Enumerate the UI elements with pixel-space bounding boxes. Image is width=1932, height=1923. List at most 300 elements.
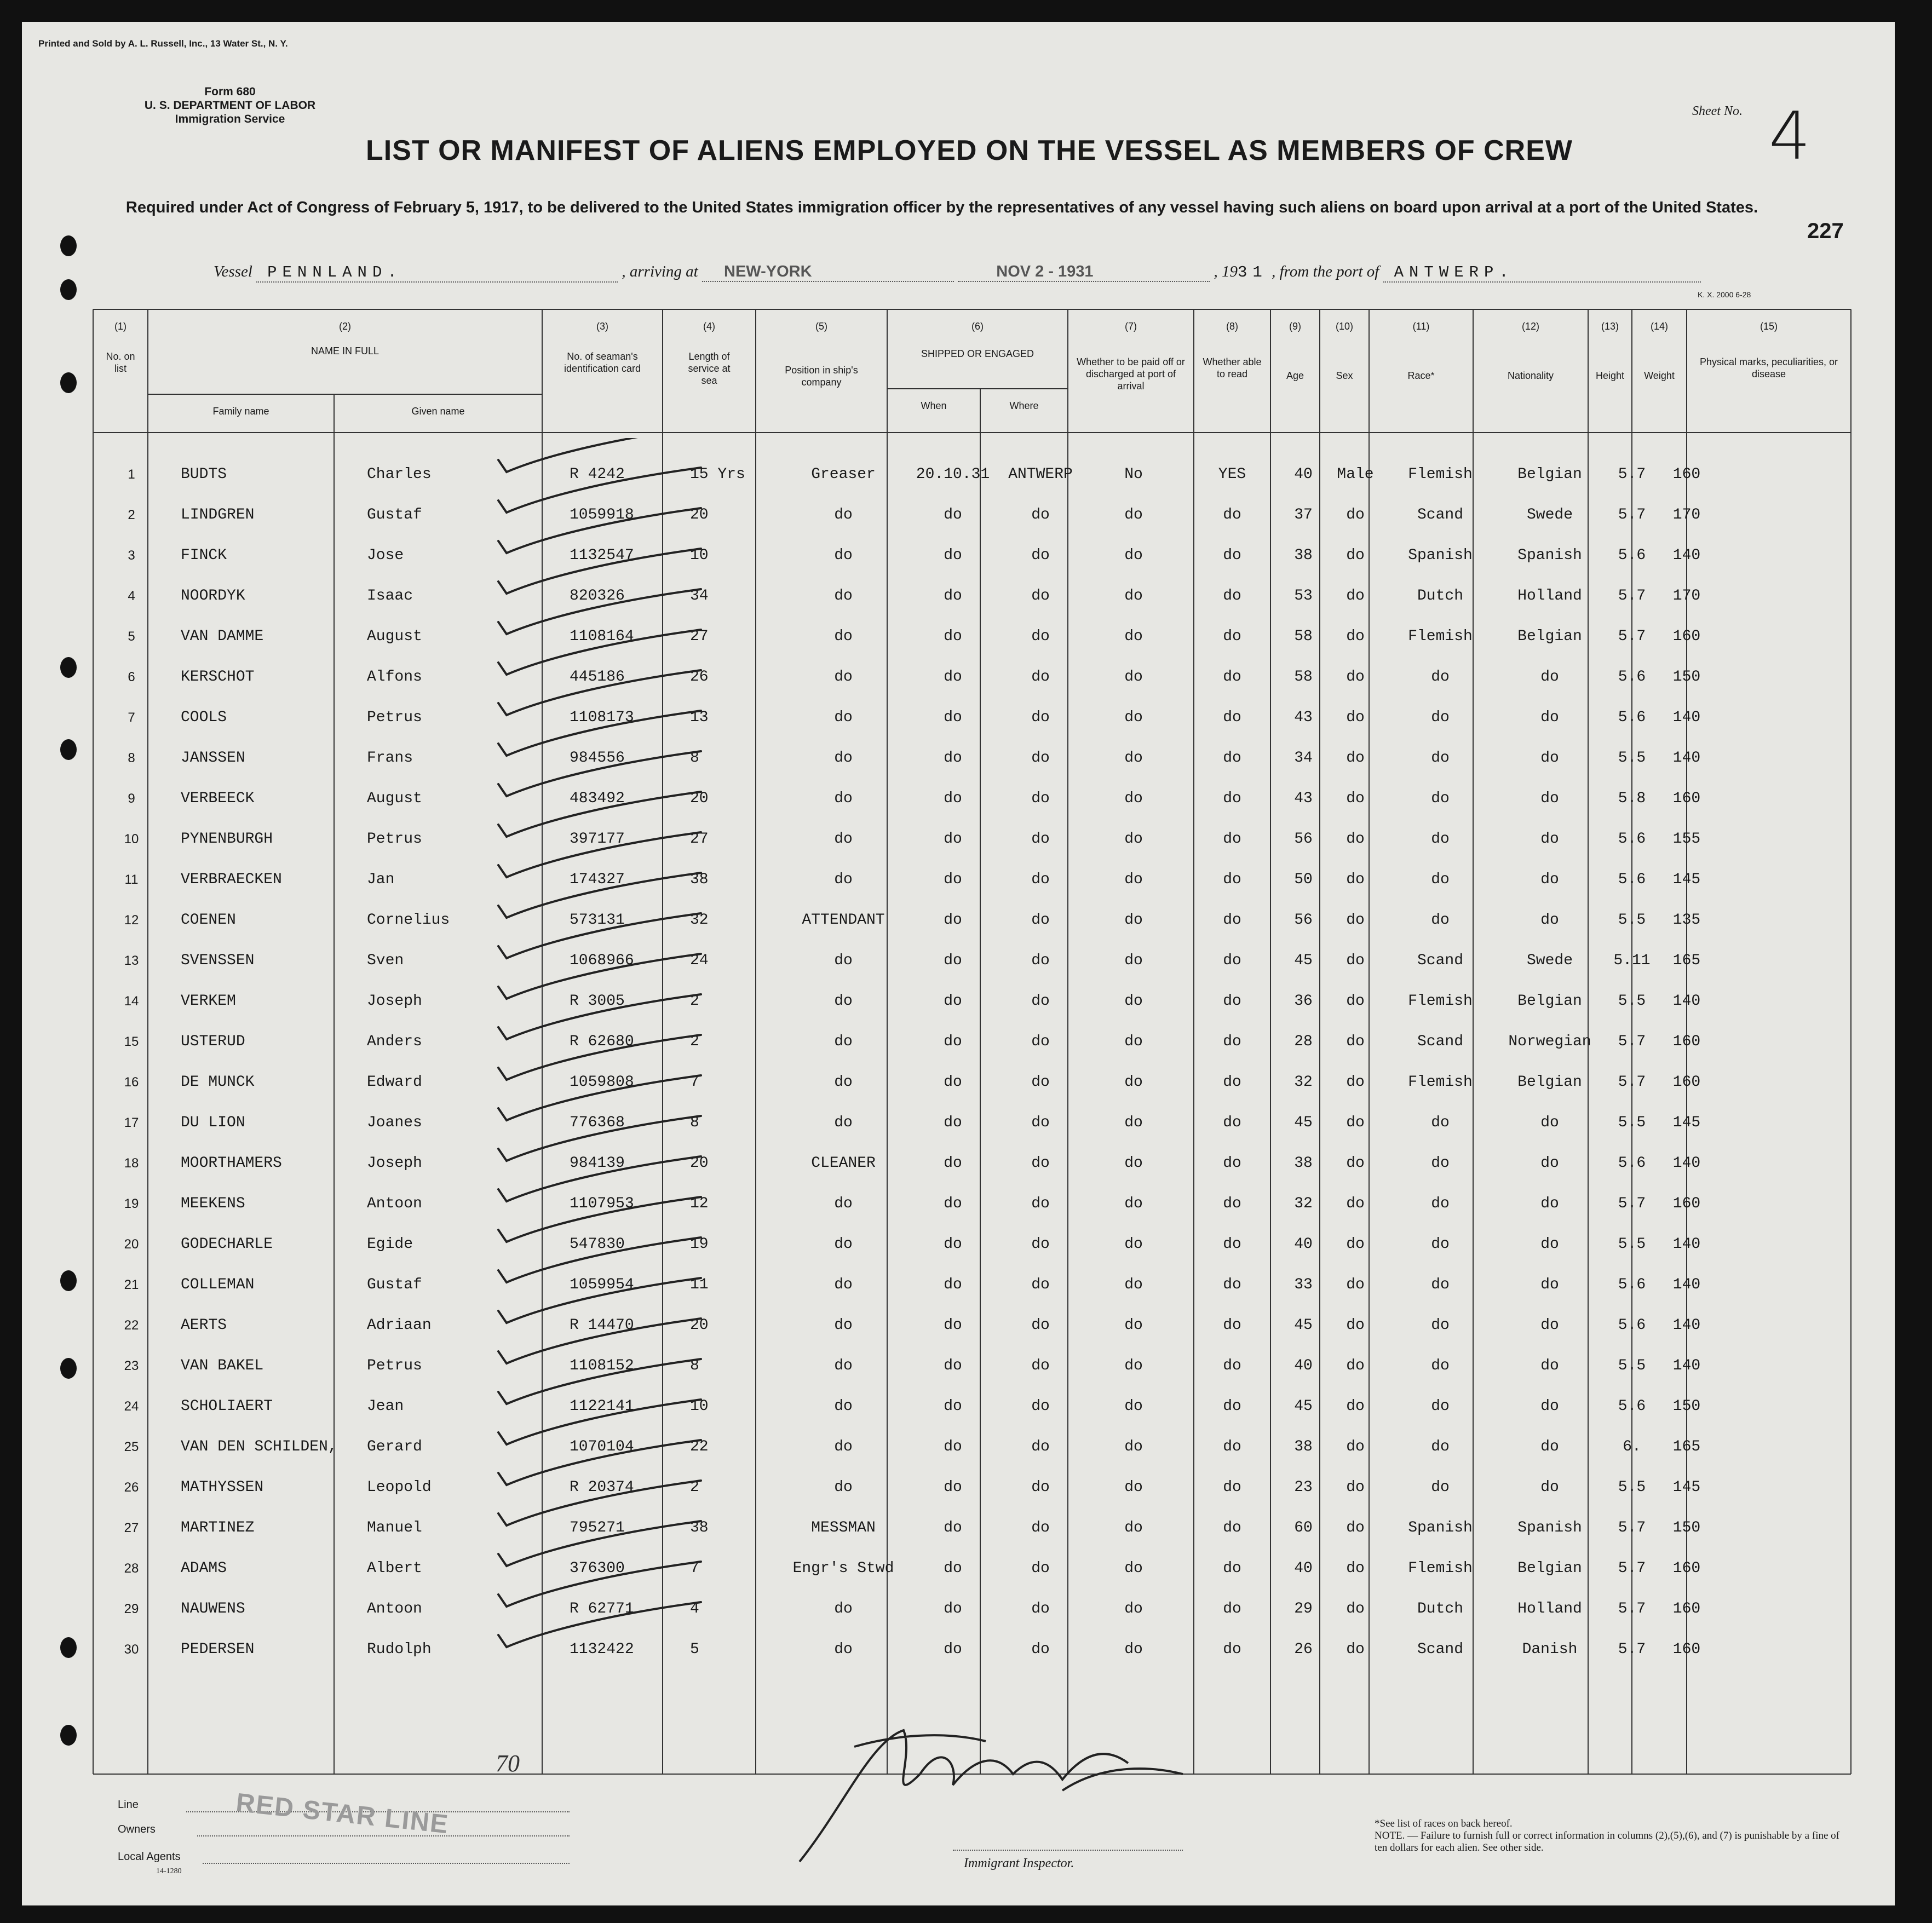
race: Dutch [1417, 1600, 1463, 1617]
nationality: Swede [1526, 952, 1573, 969]
printer-line: Printed and Sold by A. L. Russell, Inc., 13 Water St., N. Y. [38, 38, 288, 49]
weight: 150 [1672, 1519, 1701, 1536]
age: 45 [1294, 1317, 1313, 1334]
shipped-when: do [944, 1438, 962, 1455]
able-to-read: do [1223, 628, 1241, 645]
race: do [1431, 750, 1450, 767]
sex: do [1346, 709, 1365, 726]
owners-underline [197, 1835, 570, 1836]
height: 5.5 [1618, 750, 1646, 767]
weight: 165 [1672, 1438, 1701, 1455]
shipped-where: do [1031, 709, 1050, 726]
given-name: Charles [367, 466, 432, 483]
family-name: COENEN [181, 912, 236, 929]
able-to-read: do [1223, 1357, 1241, 1374]
shipped-where: do [1031, 1033, 1050, 1050]
nationality: do [1540, 1357, 1559, 1374]
list-number: 15 [124, 1034, 139, 1049]
sex: do [1346, 1276, 1365, 1293]
punch-hole [60, 372, 77, 393]
height: 5.6 [1618, 1317, 1646, 1334]
paid-off: do [1124, 1519, 1143, 1536]
position: Greaser [811, 466, 876, 483]
table-row [22, 1224, 1895, 1265]
nationality: Danish [1522, 1641, 1578, 1658]
nationality: do [1540, 1155, 1559, 1172]
shipped-where: do [1031, 669, 1050, 686]
position: do [834, 750, 853, 767]
age: 32 [1294, 1195, 1313, 1212]
shipped-when: do [944, 709, 962, 726]
position: CLEANER [811, 1155, 876, 1172]
sex: do [1346, 912, 1365, 929]
race: Spanish [1408, 547, 1473, 564]
form-code-kx: K. X. 2000 6-28 [1698, 290, 1751, 299]
col-num-3: (3) [596, 321, 608, 332]
nationality: do [1540, 1195, 1559, 1212]
family-name: VERBRAECKEN [181, 871, 282, 888]
id-card-number: 573131 [570, 912, 625, 929]
paid-off: do [1124, 750, 1143, 767]
sheet-number-label: Sheet No. [1692, 104, 1743, 118]
punch-hole [60, 1725, 77, 1746]
table-row [22, 1630, 1895, 1670]
age: 60 [1294, 1519, 1313, 1536]
col-head-name: NAME IN FULL [311, 346, 380, 356]
given-name: Jose [367, 547, 404, 564]
shipped-when: 20.10.31 [916, 466, 990, 483]
sex: do [1346, 1641, 1365, 1658]
family-name: LINDGREN [181, 506, 255, 523]
sex: do [1346, 1560, 1365, 1577]
form-number: Form 680 [204, 85, 256, 98]
list-number: 19 [124, 1196, 139, 1211]
col-num-12: (12) [1521, 321, 1539, 332]
able-to-read: do [1223, 1438, 1241, 1455]
family-name: SCHOLIAERT [181, 1398, 273, 1415]
from-label: , from the port of [1272, 263, 1379, 280]
paid-off: do [1124, 1236, 1143, 1253]
shipped-where: do [1031, 952, 1050, 969]
weight: 160 [1672, 1641, 1701, 1658]
paid-off: do [1124, 1600, 1143, 1617]
race: Scand [1417, 506, 1463, 523]
nationality: Spanish [1517, 547, 1582, 564]
able-to-read: do [1223, 709, 1241, 726]
id-card-number: 1107953 [570, 1195, 634, 1212]
given-name: Sven [367, 952, 404, 969]
pencil-check-mark [498, 873, 701, 918]
age: 56 [1294, 912, 1313, 929]
given-name: Jan [367, 871, 395, 888]
sex: do [1346, 628, 1365, 645]
race: do [1431, 1317, 1450, 1334]
sex: do [1346, 1074, 1365, 1091]
table-row [22, 1305, 1895, 1346]
pencil-check-mark [498, 1156, 701, 1201]
pencil-check-mark [498, 670, 701, 715]
sex: do [1346, 871, 1365, 888]
age: 40 [1294, 1357, 1313, 1374]
paid-off: do [1124, 669, 1143, 686]
shipped-where: do [1031, 1195, 1050, 1212]
requirement-text: Required under Act of Congress of February 5, 1917, to be delivered to the United States immigration officer by the representatives of any vessel having such aliens on board upon arrival at a port of the United States. [125, 199, 1758, 216]
weight: 160 [1672, 628, 1701, 645]
position: do [834, 506, 853, 523]
age: 50 [1294, 871, 1313, 888]
family-name: JANSSEN [181, 750, 245, 767]
shipped-when: do [944, 628, 962, 645]
position: do [834, 1114, 853, 1131]
given-name: Gustaf [367, 506, 422, 523]
weight: 140 [1672, 709, 1701, 726]
list-number: 18 [124, 1156, 139, 1171]
given-name: Antoon [367, 1195, 422, 1212]
col-num-9: (9) [1289, 321, 1301, 332]
vessel-name: PENNLAND. [267, 263, 403, 281]
age: 23 [1294, 1479, 1313, 1496]
table-row [22, 536, 1895, 576]
sex: Male [1337, 466, 1374, 483]
list-number: 13 [124, 953, 139, 968]
id-card-number: R 20374 [570, 1479, 634, 1496]
pencil-check-mark [498, 1359, 701, 1404]
id-card-number: 984556 [570, 750, 625, 767]
shipped-where: do [1031, 506, 1050, 523]
pencil-check-mark [498, 913, 701, 958]
height: 5.8 [1618, 790, 1646, 807]
weight: 160 [1672, 466, 1701, 483]
given-name: Adriaan [367, 1317, 432, 1334]
able-to-read: do [1223, 1519, 1241, 1536]
race: Scand [1417, 1641, 1463, 1658]
nationality: Holland [1517, 1600, 1582, 1617]
family-name: VERBEECK [181, 790, 255, 807]
age: 38 [1294, 1438, 1313, 1455]
id-card-number: 1070104 [570, 1438, 634, 1455]
shipped-when: do [944, 1357, 962, 1374]
shipped-where: do [1031, 1560, 1050, 1577]
family-name: NAUWENS [181, 1600, 245, 1617]
col-num-14: (14) [1650, 321, 1668, 332]
sex: do [1346, 669, 1365, 686]
shipped-where: do [1031, 871, 1050, 888]
shipped-where: do [1031, 1519, 1050, 1536]
service-length: 20 [690, 1155, 709, 1172]
position: do [834, 871, 853, 888]
family-name: ADAMS [181, 1560, 227, 1577]
given-name: August [367, 790, 422, 807]
able-to-read: do [1223, 1560, 1241, 1577]
inspector-signature [778, 1697, 1194, 1873]
position: do [834, 952, 853, 969]
sex: do [1346, 1519, 1365, 1536]
paid-off: do [1124, 1114, 1143, 1131]
paid-off: do [1124, 952, 1143, 969]
family-name: BUDTS [181, 466, 227, 483]
shipped-where: do [1031, 1479, 1050, 1496]
pencil-check-mark [498, 711, 701, 756]
position: do [834, 831, 853, 848]
shipped-where: do [1031, 1276, 1050, 1293]
list-number: 14 [124, 994, 139, 1009]
height: 5.5 [1618, 1479, 1646, 1496]
able-to-read: YES [1218, 466, 1246, 483]
weight: 155 [1672, 831, 1701, 848]
height: 5.5 [1618, 1236, 1646, 1253]
height: 5.7 [1618, 1033, 1646, 1050]
table-row [22, 1508, 1895, 1548]
height: 5.7 [1618, 628, 1646, 645]
shipped-when: do [944, 1236, 962, 1253]
inspector-underline [953, 1850, 1183, 1851]
list-number: 7 [128, 710, 135, 725]
department: U. S. DEPARTMENT OF LABOR [144, 99, 316, 112]
shipped-when: do [944, 1560, 962, 1577]
col-head-given: Given name [411, 406, 465, 417]
sex: do [1346, 993, 1365, 1010]
list-number: 16 [124, 1075, 139, 1090]
pencil-check-mark [498, 549, 701, 594]
list-number: 9 [128, 791, 135, 806]
sex: do [1346, 1479, 1365, 1496]
list-number: 10 [124, 832, 139, 847]
id-card-number: 445186 [570, 669, 625, 686]
position: do [834, 1033, 853, 1050]
position: do [834, 1438, 853, 1455]
paid-off: do [1124, 1357, 1143, 1374]
nationality: do [1540, 1236, 1559, 1253]
col-head-shipped: SHIPPED OR ENGAGED [921, 348, 1034, 359]
id-card-number: 795271 [570, 1519, 625, 1536]
shipped-when: do [944, 1114, 962, 1131]
table-row [22, 617, 1895, 657]
nationality: Belgian [1517, 1074, 1582, 1091]
pencil-check-mark [498, 589, 701, 634]
given-name: Petrus [367, 709, 422, 726]
col-head-nationality: Nationality [1507, 370, 1554, 381]
table-row [22, 860, 1895, 900]
service-length: 10 [690, 1398, 709, 1415]
paid-off: do [1124, 831, 1143, 848]
family-name: KERSCHOT [181, 669, 255, 686]
table-row [22, 1103, 1895, 1143]
footnote [1375, 1818, 1845, 1854]
position: do [834, 790, 853, 807]
footnote-races: *See list of races on back hereof. [1375, 1818, 1513, 1829]
age: 28 [1294, 1033, 1313, 1050]
service-length: 12 [690, 1195, 709, 1212]
table-row [22, 1427, 1895, 1467]
vessel-label: Vessel [214, 263, 252, 280]
pencil-check-mark [498, 751, 701, 796]
able-to-read: do [1223, 790, 1241, 807]
paid-off: do [1124, 709, 1143, 726]
id-card-number: 1059918 [570, 506, 634, 523]
weight: 145 [1672, 1114, 1701, 1131]
family-name: NOORDYK [181, 588, 245, 604]
height: 5.6 [1618, 831, 1646, 848]
pencil-check-mark [498, 1562, 701, 1607]
shipped-where: do [1031, 1398, 1050, 1415]
height: 5.5 [1618, 912, 1646, 929]
height: 5.7 [1618, 1600, 1646, 1617]
punch-hole [60, 279, 77, 300]
list-number: 8 [128, 751, 135, 765]
age: 32 [1294, 1074, 1313, 1091]
id-card-number: R 14470 [570, 1317, 634, 1334]
id-card-number: R 62680 [570, 1033, 634, 1050]
position: do [834, 1479, 853, 1496]
weight: 160 [1672, 1600, 1701, 1617]
id-card-number: 1059808 [570, 1074, 634, 1091]
col-head-where: Where [1009, 400, 1039, 411]
given-name: Petrus [367, 1357, 422, 1374]
race: do [1431, 1155, 1450, 1172]
age: 45 [1294, 952, 1313, 969]
col-head-age: Age [1286, 370, 1304, 381]
id-card-number: 1068966 [570, 952, 634, 969]
service-length: 38 [690, 871, 709, 888]
list-number: 12 [124, 913, 139, 928]
pencil-check-mark [498, 832, 701, 877]
id-card-number: 1059954 [570, 1276, 634, 1293]
age: 40 [1294, 466, 1313, 483]
nationality: do [1540, 669, 1559, 686]
paid-off: do [1124, 547, 1143, 564]
table-row [22, 1265, 1895, 1305]
service-length: 20 [690, 790, 709, 807]
pencil-checkmarks [482, 438, 767, 1730]
sex: do [1346, 1155, 1365, 1172]
nationality: Belgian [1517, 466, 1582, 483]
family-name: SVENSSEN [181, 952, 255, 969]
weight: 140 [1672, 547, 1701, 564]
height: 5.6 [1618, 1398, 1646, 1415]
shipped-when: do [944, 1600, 962, 1617]
race: Flemish [1408, 466, 1473, 483]
sex: do [1346, 1033, 1365, 1050]
nationality: do [1540, 790, 1559, 807]
family-name: COOLS [181, 709, 227, 726]
paid-off: do [1124, 871, 1143, 888]
family-name: COLLEMAN [181, 1276, 255, 1293]
family-name: PYNENBURGH [181, 831, 273, 848]
weight: 160 [1672, 790, 1701, 807]
punch-hole [60, 235, 77, 256]
able-to-read: do [1223, 1033, 1241, 1050]
col-head-paid: Whether to be paid off or discharged at port of arrival [1077, 356, 1185, 391]
list-number: 24 [124, 1399, 139, 1414]
agents-underline [203, 1863, 570, 1864]
weight: 140 [1672, 1236, 1701, 1253]
shipped-when: do [944, 1033, 962, 1050]
service-length: 20 [690, 1317, 709, 1334]
age: 56 [1294, 831, 1313, 848]
paid-off: do [1124, 1560, 1143, 1577]
shipped-when: do [944, 1155, 962, 1172]
able-to-read: do [1223, 871, 1241, 888]
service-length: 7 [690, 1074, 699, 1091]
owners-label: Owners [118, 1823, 156, 1835]
sex: do [1346, 952, 1365, 969]
able-to-read: do [1223, 952, 1241, 969]
pencil-check-mark [498, 1319, 701, 1363]
service-length: 2 [690, 993, 699, 1010]
position: MESSMAN [811, 1519, 876, 1536]
sex: do [1346, 1317, 1365, 1334]
race: Flemish [1408, 1560, 1473, 1577]
table-row [22, 779, 1895, 819]
col-num-1: (1) [114, 321, 127, 332]
race: Dutch [1417, 588, 1463, 604]
col-num-4: (4) [703, 321, 715, 332]
list-number: 6 [128, 670, 135, 684]
given-name: Alfons [367, 669, 422, 686]
service-length: 8 [690, 1114, 699, 1131]
sex: do [1346, 1357, 1365, 1374]
pencil-check-mark [498, 1440, 701, 1485]
paid-off: do [1124, 1155, 1143, 1172]
col-num-10: (10) [1335, 321, 1353, 332]
pencil-check-mark [498, 1602, 701, 1647]
pencil-check-mark [498, 1035, 701, 1080]
race: do [1431, 912, 1450, 929]
weight: 140 [1672, 993, 1701, 1010]
family-name: MOORTHAMERS [181, 1155, 282, 1172]
nationality: do [1540, 1276, 1559, 1293]
col-head-length: Length of service at sea [688, 351, 731, 386]
col-num-11: (11) [1412, 321, 1430, 332]
id-card-number: R 4242 [570, 466, 625, 483]
id-card-number: 1108173 [570, 709, 634, 726]
able-to-read: do [1223, 1317, 1241, 1334]
pencil-check-mark [498, 792, 701, 837]
punch-hole [60, 1358, 77, 1379]
nationality: do [1540, 1438, 1559, 1455]
list-number: 17 [124, 1115, 139, 1130]
punch-hole [60, 1637, 77, 1658]
position: do [834, 1074, 853, 1091]
paid-off: do [1124, 1641, 1143, 1658]
list-number: 25 [124, 1440, 139, 1454]
able-to-read: do [1223, 912, 1241, 929]
race: do [1431, 790, 1450, 807]
height: 5.7 [1618, 1641, 1646, 1658]
shipped-where: do [1031, 1155, 1050, 1172]
arriving-label: , arriving at [622, 263, 698, 280]
service-length: 27 [690, 831, 709, 848]
height: 5.5 [1618, 993, 1646, 1010]
date-stamp: NOV 2 - 1931 [996, 263, 1094, 280]
list-number: 28 [124, 1561, 139, 1576]
nationality: do [1540, 750, 1559, 767]
weight: 150 [1672, 1398, 1701, 1415]
pencil-check-mark [498, 1075, 701, 1120]
position: do [834, 1357, 853, 1374]
family-name: VERKEM [181, 993, 236, 1010]
col-head-when: When [921, 400, 947, 411]
given-name: Leopold [367, 1479, 432, 1496]
list-number: 27 [124, 1521, 139, 1535]
race: do [1431, 1438, 1450, 1455]
height: 5.6 [1618, 1276, 1646, 1293]
family-name: GODECHARLE [181, 1236, 273, 1253]
able-to-read: do [1223, 1195, 1241, 1212]
position: do [834, 993, 853, 1010]
table-row [22, 738, 1895, 779]
col-num-6: (6) [971, 321, 984, 332]
